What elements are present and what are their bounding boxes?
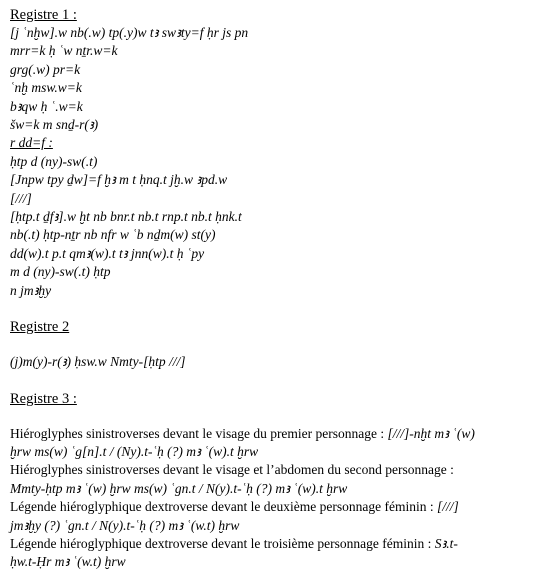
legend-translit: ḥw.t-Ḥr mꜣ ʿ(w.t) ḫrw bbox=[10, 554, 126, 570]
translit-line: [j ʿnḫw].w nb(.w) tp(.y)w tꜣ swꜣty=f ḥr js pn bbox=[10, 25, 249, 40]
translit-line: m d (ny)-sw(.t) ḥtp bbox=[10, 264, 111, 280]
legend-translit: jmꜣḫy (?) ʿgn.t / N(y).t-ʿḥ (?) mꜣ ʿ(w.t) ḫrw bbox=[10, 517, 240, 533]
translit-line: [ḥtp.t ḏfꜣ].w ḫt nb bnr.t nb.t rnp.t nb.t ḥnk.t bbox=[10, 209, 242, 225]
legend-line bbox=[10, 517, 532, 535]
legend-line bbox=[10, 443, 532, 461]
legend-label: Légende hiéroglyphique dextroverse devant le deuxième personnage féminin : bbox=[10, 499, 434, 515]
legend-translit: [///]-nḫt mꜣ ʿ(w) bbox=[384, 425, 475, 441]
legend-translit: Mmty-ḥtp mꜣ ʿ(w) ḫrw ms(w) ʿgn.t / N(y).t-ʿḥ (?) mꜣ ʿ(w).t ḫrw bbox=[10, 480, 348, 496]
document-page bbox=[10, 6, 532, 572]
legend-translit: [///] bbox=[433, 499, 459, 515]
legend-label: Légende hiéroglyphique dextroverse devant le troisième personnage féminin : bbox=[10, 535, 432, 551]
translit-line: nb(.t) ḥtp-nṯr nb nfr w ʿb nḏm(w) st(y) bbox=[10, 227, 216, 243]
registre-1-heading: Registre 1 : bbox=[10, 7, 77, 23]
translit-line: grg(.w) pr=k bbox=[10, 61, 81, 77]
legend-line bbox=[10, 498, 532, 516]
legend-line bbox=[10, 480, 532, 498]
translit-line: šw=k m snḏ-r(ꜣ) bbox=[10, 117, 99, 133]
registre-2-text bbox=[10, 353, 532, 371]
registre-2-heading: Registre 2 bbox=[10, 319, 70, 336]
legend-label: Hiéroglyphes sinistroverses devant le visage et l’abdomen du second personnage : bbox=[10, 462, 454, 478]
registre-3-text bbox=[10, 425, 532, 572]
legend-line bbox=[10, 425, 532, 443]
legend-line bbox=[10, 553, 532, 571]
translit-line: n jmꜣḫy bbox=[10, 282, 52, 298]
registre-3-heading: Registre 3 : bbox=[10, 390, 77, 407]
legend-line bbox=[10, 535, 532, 553]
translit-line: (j)m(y)-r(ꜣ) ḥsw.w Nmty-[ḥtp ///] bbox=[10, 354, 186, 370]
legend-label: Hiéroglyphes sinistroverses devant le visage du premier personnage : bbox=[10, 425, 385, 441]
legend-line bbox=[10, 461, 532, 479]
translit-line: dd(w).t p.t qmꜣ(w).t tꜣ jnn(w).t ḥ ʿpy bbox=[10, 245, 205, 261]
legend-translit: ḫrw ms(w) ʿg[n].t / (Ny).t-ʿḥ (?) mꜣ ʿ(w).t ḫrw bbox=[10, 443, 259, 459]
translit-line: mrr=k ḥ ʿw nṯr.w=k bbox=[10, 43, 118, 59]
translit-line: [///] bbox=[10, 190, 32, 206]
translit-line: [Jnpw tpy ḏw]=f ḫꜣ m t ḥnq.t jḫ.w ꜣpd.w bbox=[10, 172, 228, 188]
legend-translit: Sꜣ.t- bbox=[431, 535, 458, 551]
registre-1-text bbox=[10, 24, 532, 300]
translit-line: ʿnḫ msw.w=k bbox=[10, 80, 82, 96]
translit-line: r ḏd=f : bbox=[10, 135, 53, 151]
translit-line: ḥtp d (ny)-sw(.t) bbox=[10, 153, 98, 169]
translit-line: bꜣqw ḥ ʿ.w=k bbox=[10, 98, 83, 114]
